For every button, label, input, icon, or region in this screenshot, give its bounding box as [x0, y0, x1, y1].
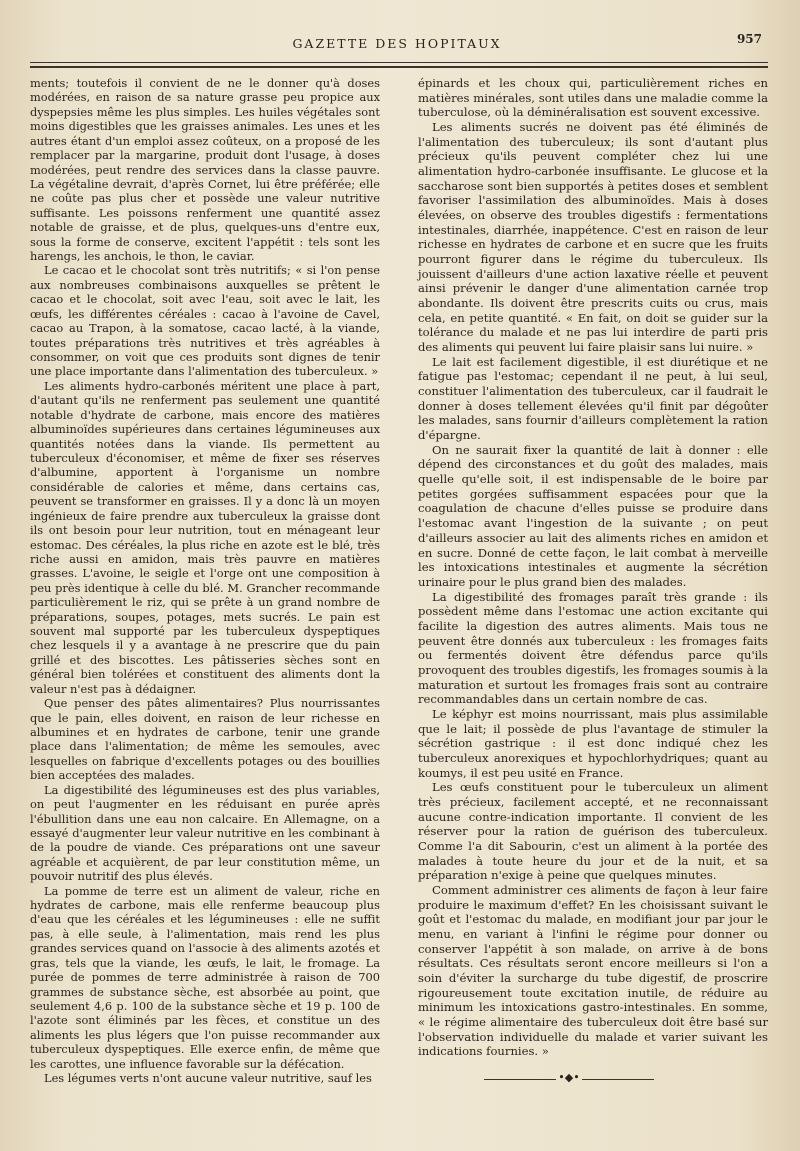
left-column [30, 76, 380, 1086]
header-rule [30, 62, 768, 63]
paragraph: Les aliments hydro-carbonés méritent une place à part, d'autant qu'ils ne renferment pas seulement une quantité notable d'hydrate de carbone, mais encore des matières albuminoïdes supérieures dans certaines légumineuses aux quantités notées dans la viande. Ils permettent au tuberculeux d'économiser, et même de fixer ses réserves d'albumine, apportent à l'organisme un nombre considérable de calories et même, dans certains cas, peuvent se transformer en graisses. Il y a donc là un moyen ingénieux de faire prendre aux tuberculeux la graisse dont ils ont besoin pour leur nutrition, tout en ménageant leur estomac. Des céréales, la plus riche en azote est le blé, très riche aussi en amidon, mais très pauvre en matières grasses. L'avoine, le seigle et l'orge ont une composition à peu près identique à celle du blé. M. Grancher recommande particulièrement le riz, qui se prête à un grand nombre de préparations, soupes, potages, mets sucrés. Le pain est souvent mal supporté par les tuberculeux dyspeptiques chez lesquels il y a avantage à ne prescrire que du pain grillé et des biscottes. Les pâtisseries sèches sont en général bien tolérées et constituent des aliments dont la valeur n'est pas à dédaigner. [30, 378, 380, 696]
paragraph: La pomme de terre est un aliment de valeur, riche en hydrates de carbone, mais elle renferme beaucoup plus d'eau que les céréales et les légumineuses : elle ne suffit pas, à elle seule, à l'alimentation, mais rend les plus grandes services quand on l'associe à des aliments azotés et gras, tels que la viande, les œufs, le lait, le fromage. La purée de pommes de terre administrée à raison de 700 grammes de substance sèche, est absorbée au point, que seulement 4,6 p. 100 de la substance sèche et 19 p. 100 de l'azote sont éliminés par les fèces, et constitue un des aliments les plus légers que l'on puisse recommander aux tuberculeux dyspeptiques. Elle exerce enfin, de même que les carottes, une influence favorable sur la défécation. [30, 883, 380, 1071]
text-columns [30, 76, 770, 1096]
header-double-rule [30, 66, 768, 68]
paragraph: Le képhyr est moins nourrissant, mais plus assimilable que le lait; il possède de plus l'avantage de stimuler la sécrétion gastrique : il est donc indiqué chez les tuberculeux anorexiques et hypochlorhydriques; quant au koumys, il est peu usité en France. [418, 706, 768, 780]
ornament-line-right [582, 1079, 654, 1080]
paragraph: épinards et les choux qui, particulièrement riches en matières minérales, sont utiles dans une maladie comme la tuberculose, où la déminéralisation est souvent excessive. [418, 76, 768, 120]
journal-title: GAZETTE DES HOPITAUX [292, 36, 502, 51]
paragraph: Les légumes verts n'ont aucune valeur nutritive, sauf les [44, 1071, 372, 1086]
paragraph: La digestibilité des fromages paraît très grande : ils possèdent même dans l'estomac une action excitante qui facilite la digestion des autres aliments. Mais tous ne peuvent être donnés aux tuberculeux : les fromages faits ou fermentés doivent être défendus parce qu'ils provoquent des troubles digestifs, les fromages soumis à la maturation et surtout les fromages frais sont au contraire recommandables dans un certain nombre de cas. [418, 589, 768, 707]
paragraph: La digestibilité des légumineuses est des plus variables, on peut l'augmenter en les réduisant en purée après l'ébullition dans une eau non calcaire. En Allemagne, on a essayé d'augmenter leur valeur nutritive en les combinant à de la poudre de viande. Ces préparations ont une saveur agréable et acquièrent, de par leur constitution même, un pouvoir nutritif des plus élevés. [30, 782, 380, 884]
paragraph: On ne saurait fixer la quantité de lait à donner : elle dépend des circonstances et du goût des malades, mais quelle qu'elle soit, il est indispensable de le boire par petites gorgées suffisamment espacées pour que la coagulation de chacune d'elles puisse se produire dans l'estomac avant l'ingestion de la suivante ; on peut d'ailleurs associer au lait des aliments riches en amidon et en sucre. Donné de cette façon, le lait combat à merveille les intoxications intestinales et augmente la sécrétion urinaire pour le plus grand bien des malades. [418, 442, 768, 589]
paragraph: Les œufs constituent pour le tuberculeux un aliment très précieux, facilement accepté, et ne reconnaissant aucune contre-indication importante. Il convient de les réserver pour la ration de guérison des tuberculeux. Comme l'a dit Sabourin, c'est un aliment à la portée des malades à toute heure du jour et de la nuit, et sa préparation n'exige à peine que quelques minutes. [418, 780, 768, 883]
paragraph: Le cacao et le chocolat sont très nutritifs; « si l'on pense aux nombreuses combinaisons auxquelles se prêtent le cacao et le chocolat, soit avec l'eau, soit avec le lait, les œufs, les différentes céréales : cacao à l'avoine de Cavel, cacao au Trapon, à la somatose, cacao lacté, à la viande, toutes préparations très nutritives et très agréables à consommer, on voit que ces produits sont dignes de tenir une place importante dans l'alimentation des tuberculeux. » [30, 263, 380, 379]
ornament-line-left [484, 1079, 556, 1080]
right-column [418, 76, 768, 1059]
fleuron-icon: •◆• [558, 1071, 580, 1084]
end-ornament [484, 1071, 654, 1085]
running-head [24, 30, 770, 58]
paragraph: Les aliments sucrés ne doivent pas été éliminés de l'alimentation des tuberculeux; ils sont d'autant plus précieux qu'ils peuvent compléter chez lui une alimentation hydro-carbonée insuffisante. Le glucose et la saccharose sont bien supportés à petites doses et semblent favoriser l'assimilation des albuminoïdes. Mais à doses élevées, on observe des troubles digestifs : fermentations intestinales, diarrhée, inappétence. C'est en raison de leur richesse en hydrates de carbone et en sucre que les fruits pourront figurer dans le régime du tuberculeux. Ils jouissent d'ailleurs d'une action laxative réelle et peuvent ainsi prévenir le danger d'une alimentation carnée trop abondante. Ils doivent être prescrits cuits ou crus, mais cela, en petite quantité. « En fait, on doit se guider sur la tolérance du malade et ne pas lui interdire de parti pris des aliments qui peuvent lui faire plaisir sans lui nuire. » [418, 120, 768, 355]
paragraph: ments; toutefois il convient de ne le donner qu'à doses modérées, en raison de sa nature grasse peu propice aux dyspepsies même les plus simples. Les huiles végétales sont moins digestibles que les graisses animales. Les unes et les autres étant d'un emploi assez coûteux, on a proposé de les remplacer par la margarine, produit dont l'usage, à doses modérées, peut rendre des services dans la classe pauvre. La végétaline devrait, d'après Cornet, lui être préférée; elle ne coûte pas plus cher et possède une valeur nutritive suffisante. Les poissons renferment une quantité assez notable de graisse, et de plus, quelques-uns d'entre eux, sous la forme de conserve, excitent l'appétit : tels sont les harengs, les anchois, le thon, le caviar. [30, 76, 380, 264]
paragraph: Comment administrer ces aliments de façon à leur faire produire le maximum d'effet? En les choisissant suivant le goût et l'estomac du malade, en modifiant jour par jour le menu, en variant à l'infini le régime pour donner ou conserver l'appétit à son malade, on arrive à de bons résultats. Ces résultats seront encore meilleurs si l'on a soin d'éviter la surcharge du tube digestif, de proscrire rigoureusement toute excitation inutile, de réduire au minimum les intoxications gastro-intestinales. En somme, « le régime alimentaire des tuberculeux doit être basé sur l'observation individuelle du malade et varier suivant les indications fournies. » [418, 882, 768, 1059]
page-number: 957 [736, 32, 762, 46]
paragraph: Que penser des pâtes alimentaires? Plus nourrissantes que le pain, elles doivent, en raison de leur richesse en albumines et en hydrates de carbone, tenir une grande place dans l'alimentation; de même les semoules, avec lesquelles on fabrique d'excellents potages ou des bouillies bien acceptées des malades. [30, 696, 380, 783]
paragraph: Le lait est facilement digestible, il est diurétique et ne fatigue pas l'estomac; cependant il ne peut, à lui seul, constituer l'alimentation des tuberculeux, car il faudrait le donner à doses tellement élevées qu'il finit par dégoûter les malades, sans fournir d'ailleurs complètement la ration d'épargne. [418, 354, 768, 443]
